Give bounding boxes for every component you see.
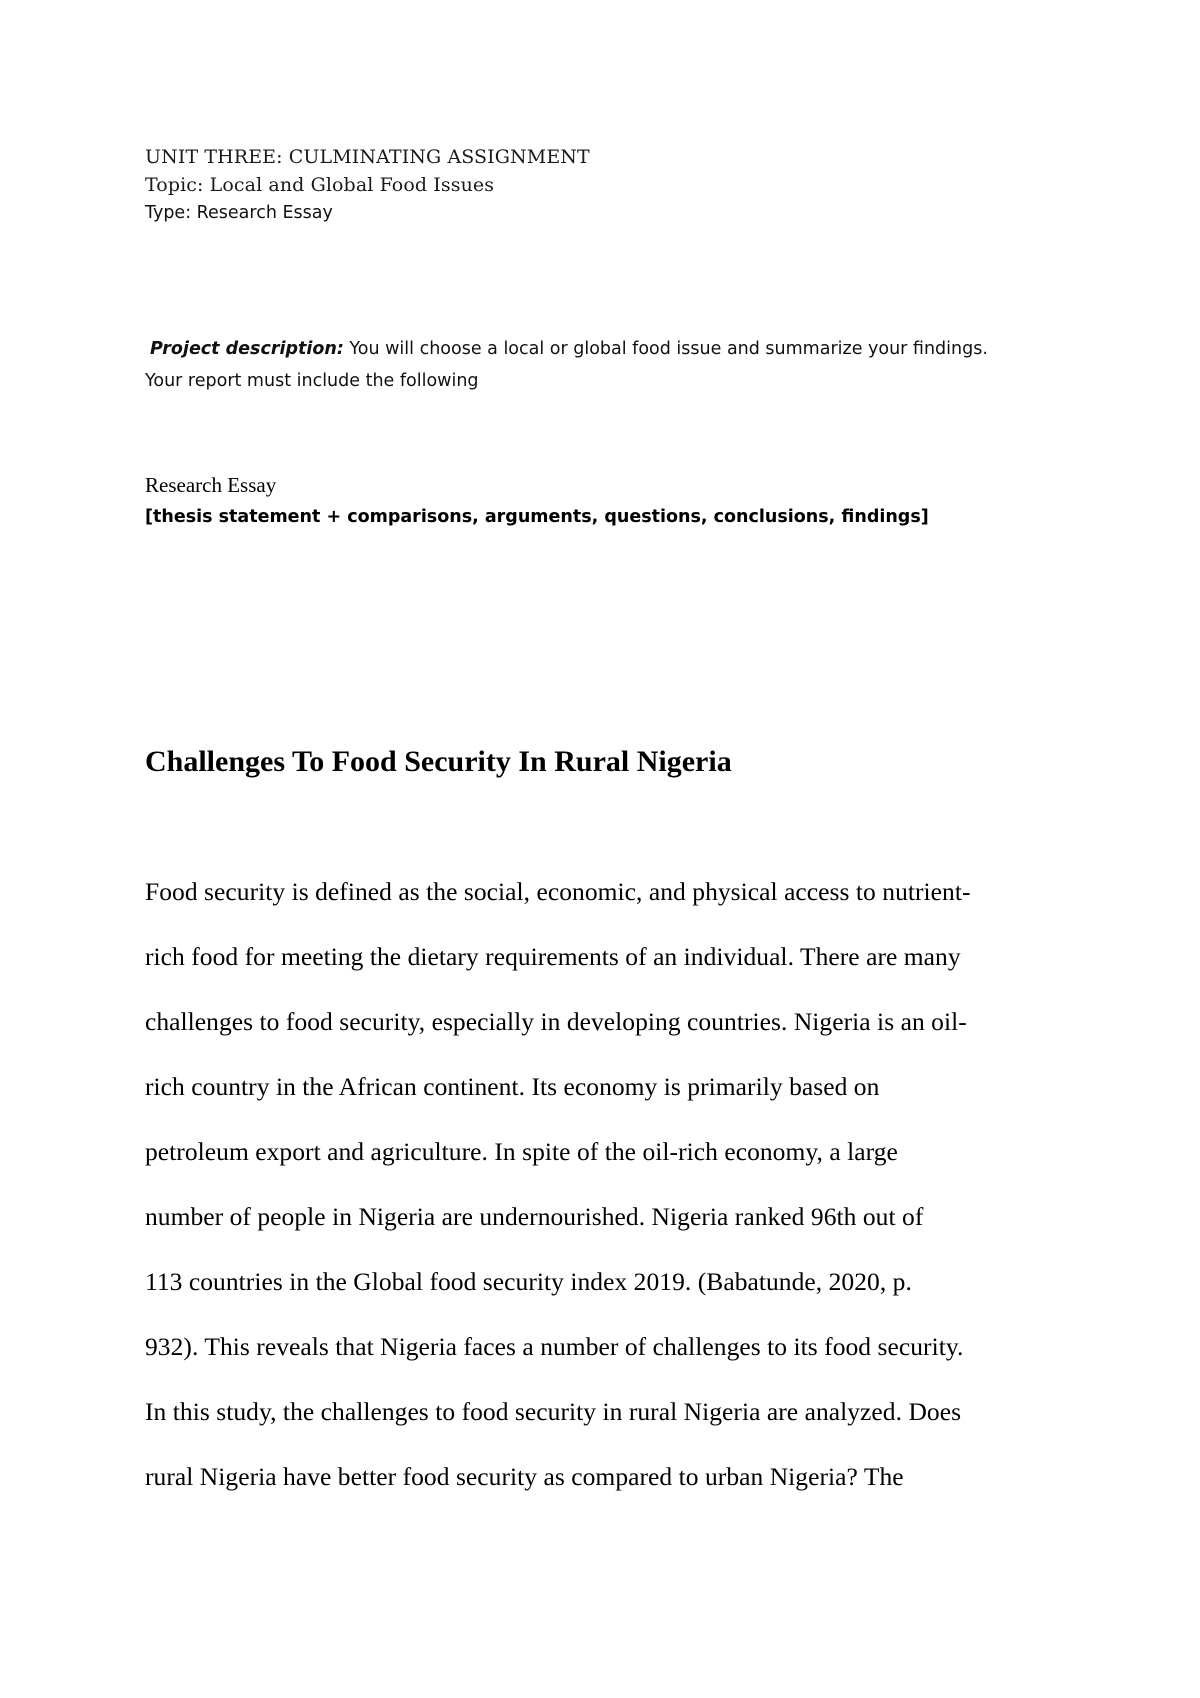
essay-line: rich country in the African continent. Its economy is primarily based on xyxy=(145,1072,880,1101)
project-description-text: You will choose a local or global food issue and summarize your findings. xyxy=(343,339,988,359)
research-essay-heading: Research Essay xyxy=(145,473,277,497)
type-line xyxy=(145,203,333,223)
essay-line: In this study, the challenges to food security in rural Nigeria are analyzed. Does xyxy=(145,1397,962,1426)
type-value: Research Essay xyxy=(196,203,333,223)
type-label: Type: xyxy=(145,203,197,223)
essay-line: rich food for meeting the dietary requirements of an individual. There are many xyxy=(145,942,961,971)
essay-line: Food security is defined as the social, economic, and physical access to nutrient- xyxy=(145,877,971,906)
essay-line: 932). This reveals that Nigeria faces a number of challenges to its food security. xyxy=(145,1332,964,1361)
essay-line: 113 countries in the Global food security index 2019. (Babatunde, 2020, p. xyxy=(145,1267,912,1296)
essay-title: Challenges To Food Security In Rural Nigeria xyxy=(145,745,732,778)
essay-line: rural Nigeria have better food security as compared to urban Nigeria? The xyxy=(145,1462,904,1491)
project-description-label: Project description: xyxy=(150,339,344,359)
unit-title: UNIT THREE: CULMINATING ASSIGNMENT xyxy=(145,146,590,168)
topic-line: Topic: Local and Global Food Issues xyxy=(145,174,495,196)
project-description-line-1 xyxy=(150,339,988,359)
essay-line: number of people in Nigeria are undernourished. Nigeria ranked 96th out of xyxy=(145,1202,924,1231)
essay-line: petroleum export and agriculture. In spite of the oil-rich economy, a large xyxy=(145,1137,898,1166)
essay-line: challenges to food security, especially in developing countries. Nigeria is an oil- xyxy=(145,1007,967,1036)
research-essay-components: [thesis statement + comparisons, arguments, questions, conclusions, findings] xyxy=(145,507,929,527)
project-description-line-2: Your report must include the following xyxy=(145,371,479,391)
